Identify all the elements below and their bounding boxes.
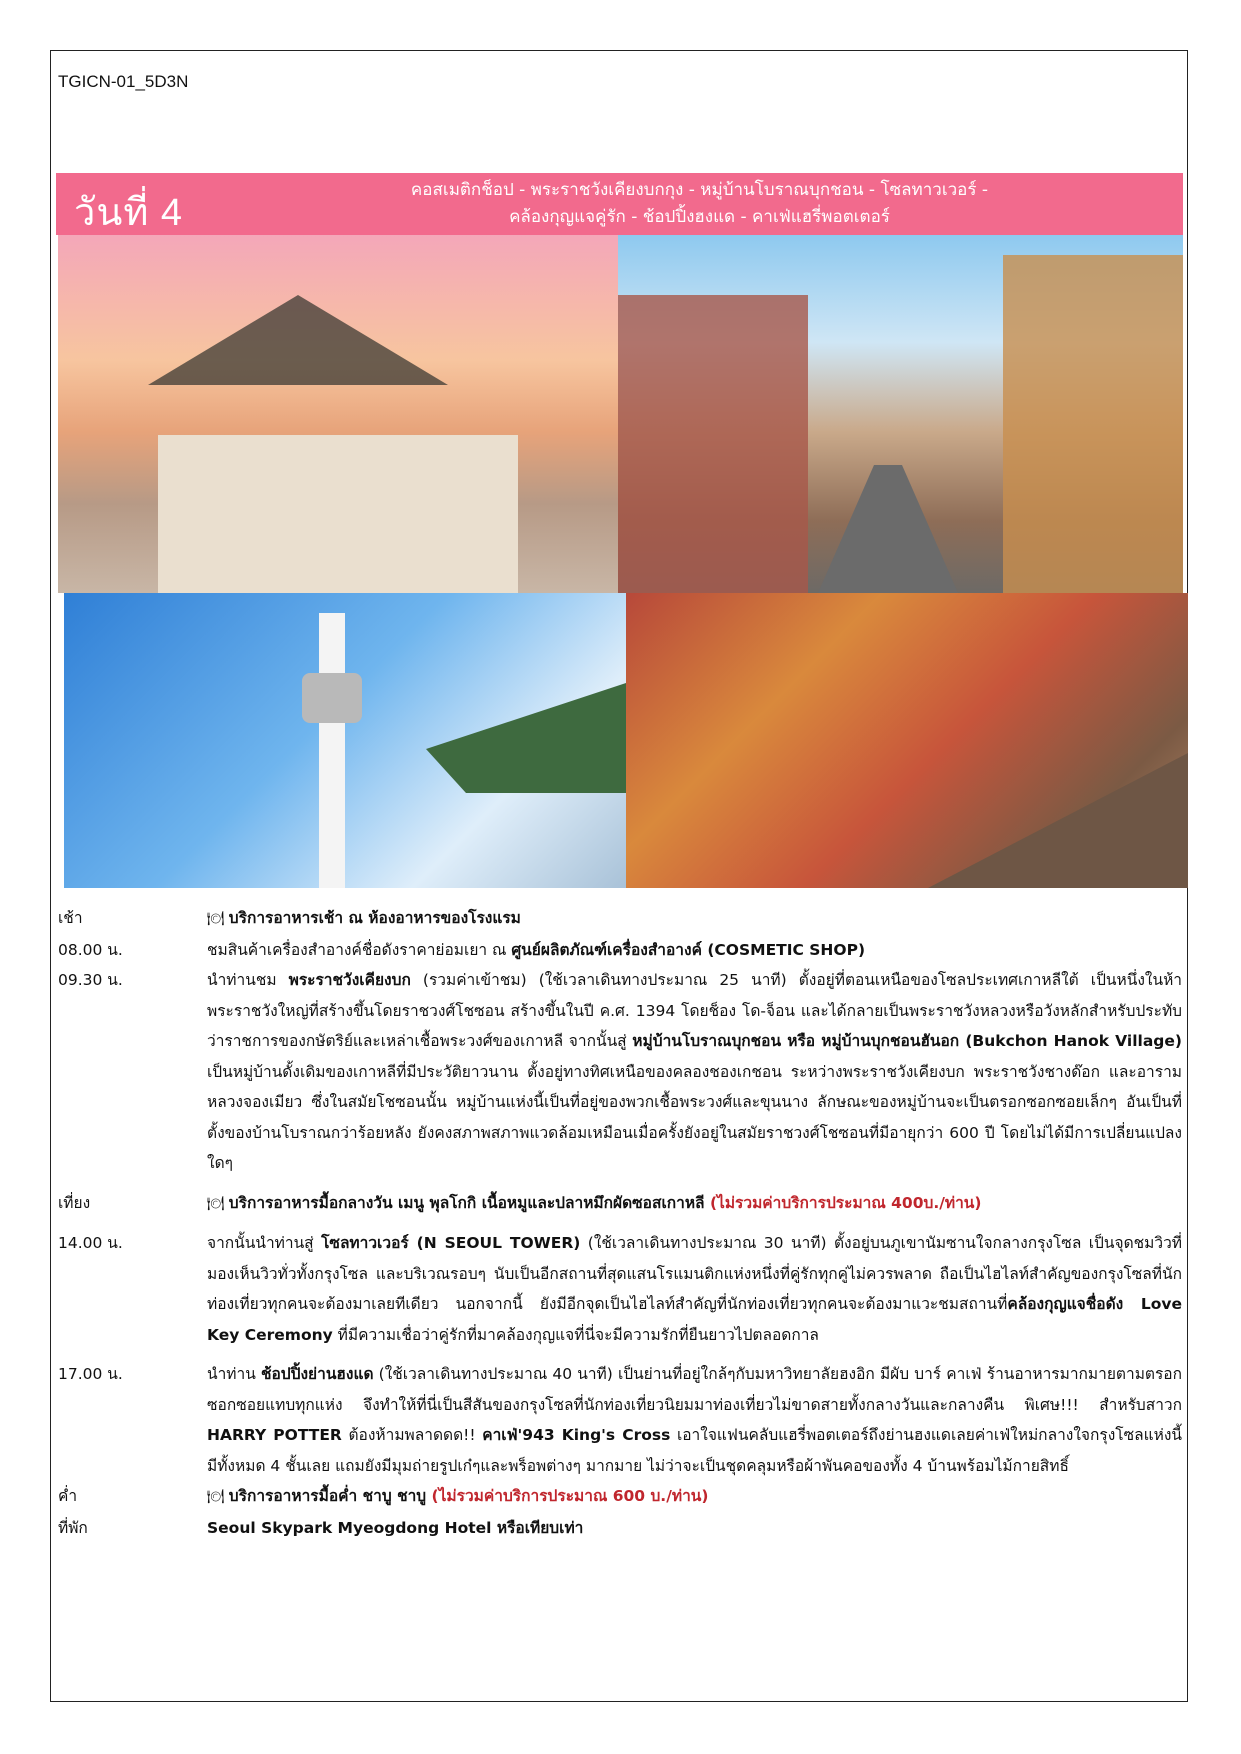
schedule-description — [207, 965, 1182, 1179]
price-note: (ไม่รวมค่าบริการประมาณ 400บ./ท่าน) — [704, 1193, 982, 1212]
schedule-description — [207, 1188, 1182, 1220]
highlight-text: บริการอาหารมื้อกลางวัน เมนู พุลโกกิ เนื้อหมูและปลาหมึกผัดซอสเกาหลี — [228, 1193, 705, 1212]
body-text: นำท่าน — [207, 1365, 261, 1383]
schedule-time: 14.00 น. — [58, 1234, 123, 1252]
schedule-description — [207, 1513, 1182, 1544]
schedule-row — [58, 1513, 1182, 1544]
meal-icon: 🍽 — [207, 911, 225, 927]
photo-n-seoul-tower — [64, 593, 626, 888]
photo-bukchon-hanok-village — [618, 235, 1183, 593]
schedule-time: ค่ำ — [58, 1487, 78, 1505]
day-title — [256, 177, 1143, 231]
photo-gyeongbokgung-palace — [58, 235, 618, 593]
highlight-text: พระราชวังเคียงบก — [288, 971, 411, 989]
schedule-time: เช้า — [58, 909, 83, 927]
body-text: เป็นหมู่บ้านดั้งเดิมของเกาหลีที่มีประวัติยาวนาน ตั้งอยู่ทางทิศเหนือของคลองชองเกชอน ระหว่างพระราชวังเคียงบก พระราชวังชางด๊อก และอารามหลวงจองเมียว ซึ่งในสมัยโชซอนนั้น หมู่บ้านแห่งนี้เป็นที่อยู่ของพวกเชื้อพระวงศ์และขุนนาง ลักษณะของหมู่บ้านจะเป็นตรอกซอกซอยเล็กๆ อันเป็นที่ตั้งของบ้านโบราณกว่าร้อยหลัง ยังคงสภาพสภาพแวดล้อมเหมือนเมื่อครั้งยังอยู่ในสมัยราชวงศ์โชซอนที่มีอายุกว่า 600 ปี โดยไม่ได้มีการเปลี่ยนแปลงใดๆ — [207, 1062, 1182, 1172]
body-text: (ใช้เวลาเดินทางประมาณ 30 นาที) ตั้งอยู่บนภูเขานัมซานใจกลางกรุงโซล เป็นจุดชมวิวที่มองเห็นวิวทั่วทั้งกรุงโซล และบริเวณรอบๆ นับเป็นอีกสถานที่สุดแสนโรแมนติกแห่งหนึ่งที่คู่รักทุกคู่ไม่ควรพลาด ถือเป็นไฮไลท์สำคัญของกรุงโซลที่นักท่องเที่ยวทุกคนจะต้องมาเลยทีเดียว นอกจากนี้ ยังมีอีกจุดเป็นไฮไลท์สำคัญที่นักท่องเที่ยวทุกคนจะต้องมาแวะชมสถานที่ — [207, 1234, 1182, 1313]
schedule-description — [207, 903, 1182, 935]
day-title-line-1: คอสเมติกช็อป - พระราชวังเคียงบกกุง - หมู่บ้านโบราณบุกชอน - โซลทาวเวอร์ - — [410, 180, 989, 200]
highlight-text: หมู่บ้านโบราณบุกชอน หรือ หมู่บ้านบุกชอนฮันอก (Bukchon Hanok Village) — [632, 1032, 1182, 1050]
schedule-description — [207, 1359, 1182, 1481]
highlight-text: ศูนย์ผลิตภัณฑ์เครื่องสำอางค์ (COSMETIC SHOP) — [511, 940, 866, 959]
schedule-time: เที่ยง — [58, 1193, 91, 1212]
day-label: วันที่ 4 — [74, 192, 184, 234]
itinerary-schedule — [58, 903, 1182, 1543]
body-text: ต้องห้ามพลาดดด!! — [341, 1426, 483, 1444]
meal-icon: 🍽 — [207, 1195, 225, 1212]
highlight-text: HARRY POTTER — [207, 1426, 342, 1444]
schedule-row — [58, 903, 1182, 935]
day-header-band — [56, 173, 1183, 235]
day-title-line-2: คล้องกุญแจคู่รัก - ช้อปปิ้งฮงแด - คาเฟ่แฮรี่พอตเตอร์ — [509, 207, 890, 227]
document-code: TGICN-01_5D3N — [58, 72, 189, 91]
schedule-row — [58, 965, 1182, 1179]
schedule-description — [207, 935, 1182, 966]
schedule-row — [58, 1228, 1182, 1350]
highlight-text: บริการอาหารมื้อค่ำ ชาบู ชาบู — [228, 1487, 427, 1505]
schedule-time: ที่พัก — [58, 1518, 88, 1537]
schedule-row — [58, 935, 1182, 966]
schedule-time: 17.00 น. — [58, 1365, 123, 1383]
schedule-description — [207, 1228, 1182, 1350]
body-text: (รวมค่าเข้าชม) (ใช้เวลาเดินทางประมาณ 25 นาที) ตั้งอยู่ที่ตอนเหนือของโซลประเทศเกาหลีใต้ เป็นหนึ่งในห้าพระราชวังใหญ่ที่สร้างขึ้นโดยราชวงศ์โชซอน สร้างขึ้นในปี ค.ศ. 1394 โดยช็อง โด-จ็อน และได้กลายเป็นพระราชวังหลวงหรือวังหลักสำหรับประทับว่าราชการของกษัตริย์และเหล่าเชื้อพระวงศ์ของเกาหลี จากนั้นสู่ — [207, 971, 1182, 1050]
schedule-row — [58, 1188, 1182, 1220]
highlight-text: บริการอาหารเช้า ณ ห้องอาหารของโรงแรม — [228, 909, 521, 927]
schedule-time: 09.30 น. — [58, 971, 123, 989]
meal-icon: 🍽 — [207, 1489, 225, 1505]
highlight-text: คาเฟ่'943 King's Cross — [482, 1426, 671, 1444]
highlight-text: ช้อปปิ้งย่านฮงแด — [260, 1365, 374, 1383]
body-text: ที่มีความเชื่อว่าคู่รักที่มาคล้องกุญแจที่นี่จะมีความรักที่ยืนยาวไปตลอดกาล — [332, 1325, 819, 1344]
highlight-text: Seoul Skypark Myeogdong Hotel หรือเทียบเท่า — [207, 1518, 584, 1537]
schedule-row — [58, 1481, 1182, 1513]
schedule-description — [207, 1481, 1182, 1513]
schedule-row — [58, 1359, 1182, 1481]
body-text: เอาใจแฟนคลับแฮรี่พอตเตอร์ถึงย่านฮงแดเลยค่าเฟ่ใหม่กลางใจกรุงโซลแห่งนี้ มีทั้งหมด 4 ชั้นเลย แถมยังมีมุมถ่ายรูปเก๋ๆและพร็อพต่างๆ มากมาย ไม่ว่าจะเป็นชุดคลุมหรือผ้าพันคอของทั้ง 4 บ้านพร้อมไม้กายสิทธิ์ — [207, 1426, 1182, 1475]
highlight-text: คล้องกุญแจชื่อดัง Love Key Ceremony — [207, 1295, 1182, 1344]
body-text: จากนั้นนำท่านสู่ — [207, 1234, 322, 1252]
price-note: (ไม่รวมค่าบริการประมาณ 600 บ./ท่าน) — [426, 1487, 709, 1505]
body-text: นำท่านชม — [207, 971, 289, 989]
body-text: (ใช้เวลาเดินทางประมาณ 40 นาที) เป็นย่านที่อยู่ใกล้ๆกับมหาวิทยาลัยฮงอิก มีผับ บาร์ คาเฟ่ ร้านอาหารมากมายตามตรอกซอกซอยแทบทุกแห่ง จึงทำให้ที่นี่เป็นสีสันของกรุงโซลที่นักท่องเที่ยวนิยมมาท่องเที่ยวไม่ขาดสายทั้งกลางวันและกลางคืน พิเศษ!!! สำหรับสาวก — [207, 1365, 1183, 1414]
photo-love-locks — [626, 593, 1188, 888]
body-text: ชมสินค้าเครื่องสำอางค์ชื่อดังราคาย่อมเยา ณ — [207, 940, 512, 959]
highlight-text: โซลทาวเวอร์ (N SEOUL TOWER) — [321, 1234, 581, 1252]
schedule-time: 08.00 น. — [58, 940, 123, 959]
